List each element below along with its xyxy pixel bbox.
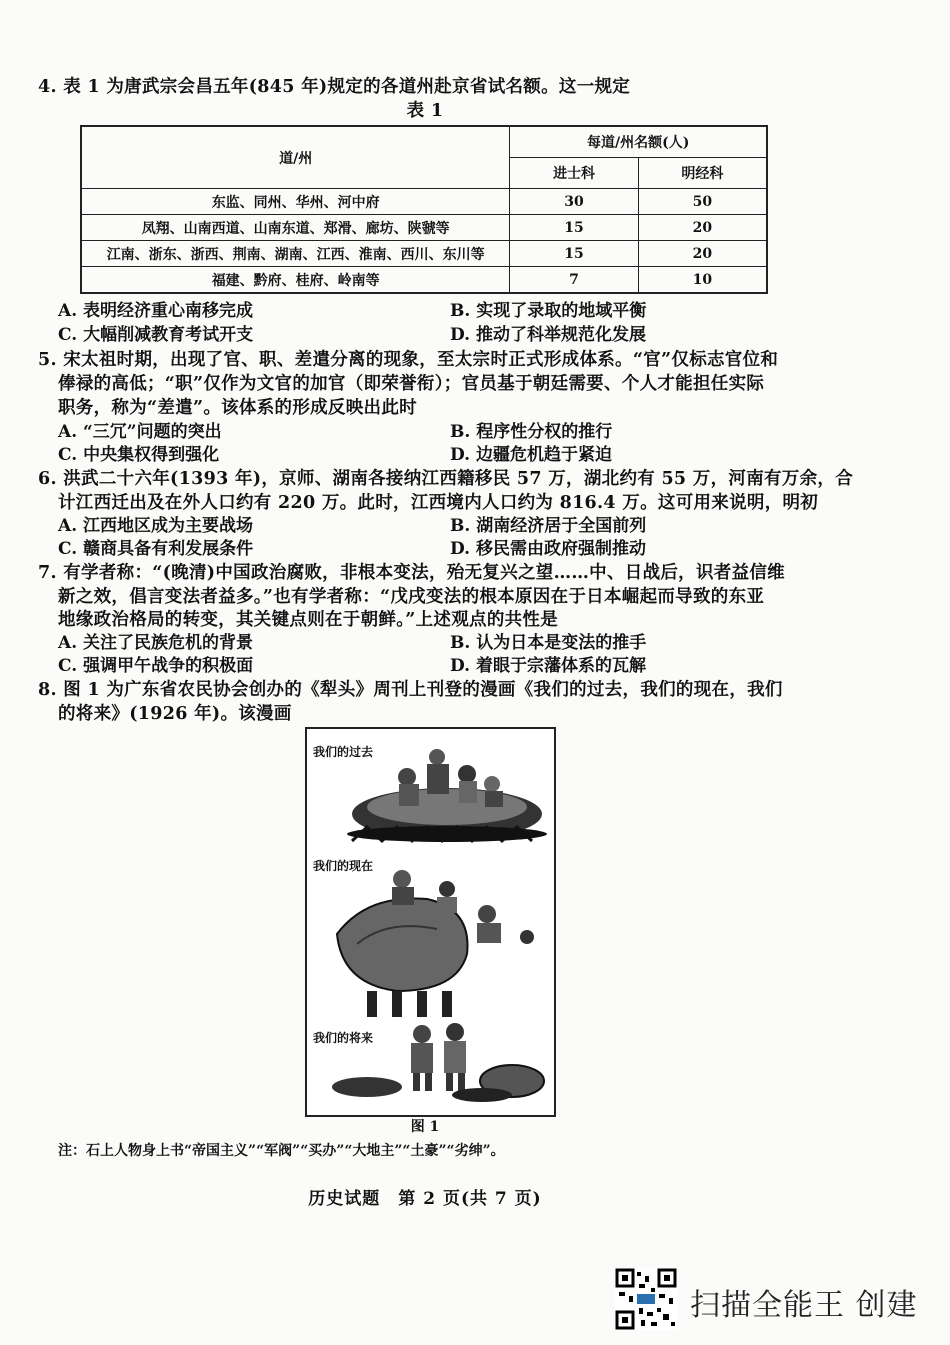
table-row (81, 241, 767, 267)
q5-option-d: D. 边疆危机趋于紧迫 (450, 445, 612, 465)
q6-option-c: C. 赣商具备有利发展条件 (58, 539, 254, 559)
table-cell-region: 东监、同州、华州、河中府 (81, 189, 510, 215)
q5-line-1: 5. 宋太祖时期，出现了官、职、差遣分离的现象，至太宗时正式形成体系。“官”仅标志官位和 (38, 350, 779, 370)
page-footer: 历史试题 第 2 页(共 7 页) (308, 1189, 542, 1209)
q4-option-b: B. 实现了录取的地域平衡 (450, 301, 647, 321)
table-header-region: 道/州 (81, 126, 510, 189)
q5-option-b: B. 程序性分权的推行 (450, 422, 613, 442)
q7-option-b: B. 认为日本是变法的推手 (450, 633, 647, 653)
q6-option-d: D. 移民需由政府强制推动 (450, 539, 646, 559)
table-cell-mingjing: 10 (638, 267, 767, 294)
table-row (81, 267, 767, 294)
q4-table-caption: 表 1 (406, 101, 444, 121)
panel-future-drawing (332, 1023, 544, 1102)
q4-option-d: D. 推动了科举规范化发展 (450, 325, 646, 345)
table-cell-region: 福建、黔府、桂府、岭南等 (81, 267, 510, 294)
figure-caption: 图 1 (410, 1119, 440, 1135)
table-cell-jinshi: 7 (510, 267, 638, 294)
q7-option-c: C. 强调甲午战争的积极面 (58, 656, 254, 676)
q6-option-a: A. 江西地区成为主要战场 (58, 516, 254, 536)
q8-note: 注：石上人物身上书“帝国主义”“军阀”“买办”“大地主”“土豪”“劣绅”。 (58, 1143, 505, 1159)
table-cell-jinshi: 15 (510, 215, 638, 241)
q5-line-2: 俸禄的高低；“职”仅作为文官的加官（即荣誉衔）；官员基于朝廷需要、个人才能担任实际 (58, 374, 765, 394)
scanner-watermark: 扫描全能王 创建 (690, 1288, 918, 1323)
panel-title-future: 我们的将来 (313, 1031, 374, 1045)
panel-present-drawing (337, 870, 534, 1017)
q7-line-3: 地缘政治格局的转变，其关键点则在于朝鲜。”上述观点的共性是 (58, 610, 559, 630)
cartoon-figure (305, 727, 556, 1117)
q6-line-2: 计江西迁出及在外人口约有 220 万。此时，江西境内人口约为 816.4 万。这可用来说明，明初 (58, 493, 819, 513)
table-cell-region: 江南、浙东、浙西、荆南、湖南、江西、淮南、西川、东川等 (81, 241, 510, 267)
q4-table (80, 125, 768, 294)
q7-option-d: D. 着眼于宗藩体系的瓦解 (450, 656, 646, 676)
table-row (81, 215, 767, 241)
q8-line-2: 的将来》(1926 年)。该漫画 (58, 704, 292, 724)
qr-code-icon (615, 1268, 677, 1330)
q6-line-1: 6. 洪武二十六年(1393 年)，京师、湖南各接纳江西籍移民 57 万，湖北约有 55 万，河南有万余，合 (38, 469, 853, 489)
q5-option-a: A. “三冗”问题的突出 (58, 422, 222, 442)
table-cell-jinshi: 30 (510, 189, 638, 215)
table-header-quota: 每道/州名额(人) (510, 126, 767, 158)
q6-option-b: B. 湖南经济居于全国前列 (450, 516, 647, 536)
table-header-mingjing: 明经科 (638, 158, 767, 189)
q5-line-3: 职务，称为“差遣”。该体系的形成反映出此时 (58, 398, 417, 418)
cartoon-drawing (307, 729, 554, 1115)
table-cell-jinshi: 15 (510, 241, 638, 267)
q4-option-c: C. 大幅削减教育考试开支 (58, 325, 254, 345)
q5-option-c: C. 中央集权得到强化 (58, 445, 220, 465)
panel-past-drawing (347, 749, 547, 842)
q7-option-a: A. 关注了民族危机的背景 (58, 633, 254, 653)
q7-line-1: 7. 有学者称：“(晚清)中国政治腐败，非根本变法，殆无复兴之望……中、日战后，识者益信维 (38, 563, 785, 583)
q4-option-a: A. 表明经济重心南移完成 (58, 301, 254, 321)
panel-title-present: 我们的现在 (313, 859, 374, 873)
table-header-jinshi: 进士科 (510, 158, 638, 189)
table-cell-region: 凤翔、山南西道、山南东道、郑滑、廊坊、陕虢等 (81, 215, 510, 241)
table-cell-mingjing: 20 (638, 241, 767, 267)
q8-line-1: 8. 图 1 为广东省农民协会创办的《犁头》周刊上刊登的漫画《我们的过去，我们的现在，我们 (38, 680, 783, 700)
table-cell-mingjing: 20 (638, 215, 767, 241)
q4-stem: 4. 表 1 为唐武宗会昌五年(845 年)规定的各道州赴京省试名额。这一规定 (38, 77, 631, 97)
panel-title-past: 我们的过去 (313, 745, 374, 759)
q7-line-2: 新之效，倡言变法者益多。”也有学者称：“戊戌变法的根本原因在于日本崛起而导致的东亚 (58, 587, 765, 607)
table-row (81, 189, 767, 215)
table-cell-mingjing: 50 (638, 189, 767, 215)
